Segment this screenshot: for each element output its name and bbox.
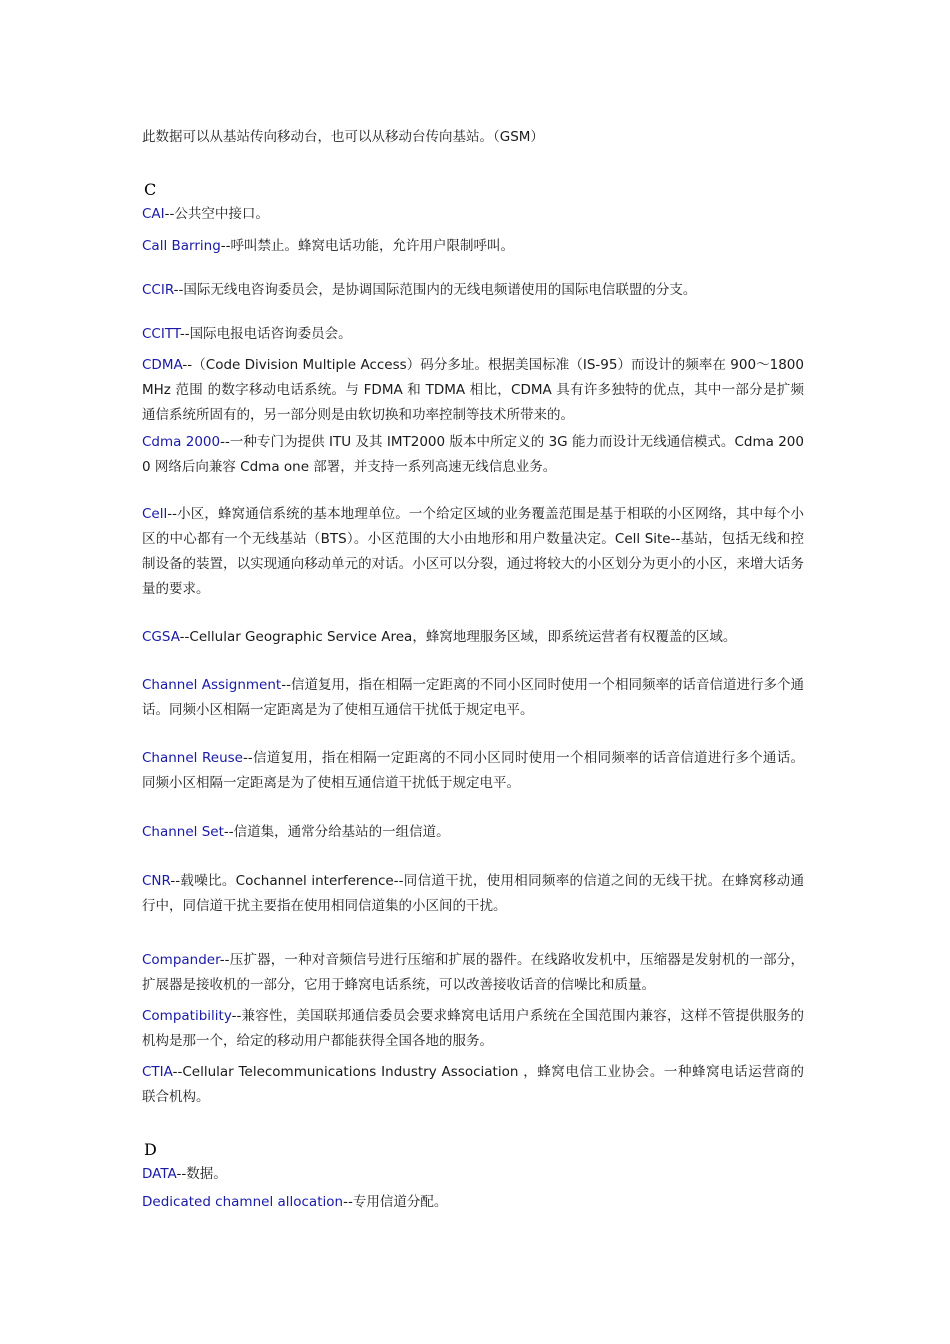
term: CNR [142, 873, 171, 889]
term: Channel Set [142, 824, 224, 840]
definition: --Cellular Telecommunications Industry Association ，蜂窝电信工业协会。一种蜂窝电话运营商的联合机构。 [142, 1064, 804, 1105]
glossary-entry-compander [142, 948, 804, 998]
term: Channel Reuse [142, 750, 243, 766]
definition: --数据。 [176, 1166, 227, 1182]
definition: --公共空中接口。 [164, 206, 269, 222]
term: CCITT [142, 326, 180, 342]
glossary-entry-cnr [142, 869, 804, 919]
term: Cell [142, 506, 168, 522]
definition: --Cellular Geographic Service Area，蜂窝地理服务区域，即系统运营者有权覆盖的区域。 [179, 629, 737, 645]
glossary-entry-compatibility [142, 1004, 804, 1054]
definition: --国际无线电咨询委员会，是协调国际范围内的无线电频谱使用的国际电信联盟的分支。 [173, 282, 697, 298]
term: Compatibility [142, 1008, 232, 1024]
term: CGSA [142, 629, 180, 645]
glossary-entry-ccitt [142, 322, 804, 347]
definition: --呼叫禁止。蜂窝电话功能，允许用户限制呼叫。 [220, 238, 515, 254]
glossary-entry-call-barring [142, 234, 804, 259]
definition: --小区，蜂窝通信系统的基本地理单位。一个给定区域的业务覆盖范围是基于相联的小区网络，其中每个小区的中心都有一个无线基站（BTS）。小区范围的大小由地形和用户数量决定。Cell Site--基站，包括无线和控制设备的装置，以实现通向移动单元的对话。小区可以分裂，通过将较大的小区划分为更小的小区，来增大话务量的要求。 [142, 506, 804, 597]
glossary-entry-cgsa [142, 625, 804, 650]
term: CDMA [142, 357, 183, 373]
glossary-entry-channel-reuse [142, 746, 804, 796]
glossary-entry-channel-set [142, 820, 804, 845]
term: Call Barring [142, 238, 221, 254]
definition: --国际电报电话咨询委员会。 [179, 326, 352, 342]
term: Compander [142, 952, 220, 968]
term: Cdma 2000 [142, 434, 221, 450]
term: Dedicated chamnel allocation [142, 1194, 344, 1210]
definition: --信道集，通常分给基站的一组信道。 [223, 824, 450, 840]
term: CCIR [142, 282, 174, 298]
glossary-entry-dedicated-channel-allocation [142, 1190, 804, 1215]
definition: --信道复用，指在相隔一定距离的不同小区同时使用一个相同频率的话音信道进行多个通话。同频小区相隔一定距离是为了使相互通信道干扰低于规定电平。 [142, 750, 804, 791]
glossary-entry-data [142, 1162, 804, 1187]
glossary-entry-cai [142, 202, 804, 227]
definition: --一种专门为提供 ITU 及其 IMT2000 版本中所定义的 3G 能力而设计无线通信模式。Cdma 2000 网络后向兼容 Cdma one 部署，并支持一系列高速无线信息业务。 [142, 434, 804, 475]
glossary-entry-ccir [142, 278, 804, 303]
definition: --信道复用，指在相隔一定距离的不同小区同时使用一个相同频率的话音信道进行多个通话。同频小区相隔一定距离是为了使相互通信干扰低于规定电平。 [142, 677, 804, 718]
document-page [142, 0, 804, 1344]
definition: --（Code Division Multiple Access）码分多址。根据美国标准（IS-95）而设计的频率在 900～1800MHz 范围 的数字移动电话系统。与 FDMA 和 TDMA 相比，CDMA 具有许多独特的优点，其中一部分是扩频通信系统所固有的，另一部分则是由软切换和功率控制等技术所带来的。 [142, 357, 804, 423]
definition: --载噪比。Cochannel interference--同信道干扰，使用相同频率的信道之间的无线干扰。在蜂窝移动通行中，同信道干扰主要指在使用相同信道集的小区间的干扰。 [142, 873, 804, 914]
term: DATA [142, 1166, 177, 1182]
glossary-entry-cell [142, 502, 804, 602]
glossary-entry-ctia [142, 1060, 804, 1110]
glossary-entry-cdma [142, 353, 804, 428]
glossary-entry-cdma-2000 [142, 430, 804, 480]
glossary-entry-channel-assignment [142, 673, 804, 723]
section-heading-c: C [144, 180, 157, 199]
term: CAI [142, 206, 165, 222]
term: CTIA [142, 1064, 173, 1080]
intro-paragraph: 此数据可以从基站传向移动台，也可以从移动台传向基站。（GSM） [142, 129, 544, 145]
section-heading-d: D [144, 1140, 157, 1159]
definition: --压扩器，一种对音频信号进行压缩和扩展的器件。在线路收发机中，压缩器是发射机的一部分，扩展器是接收机的一部分，它用于蜂窝电话系统，可以改善接收话音的信噪比和质量。 [142, 952, 804, 993]
definition: --专用信道分配。 [343, 1194, 448, 1210]
definition: --兼容性，美国联邦通信委员会要求蜂窝电话用户系统在全国范围内兼容，这样不管提供服务的机构是那一个，给定的移动用户都能获得全国各地的服务。 [142, 1008, 804, 1049]
term: Channel Assignment [142, 677, 282, 693]
